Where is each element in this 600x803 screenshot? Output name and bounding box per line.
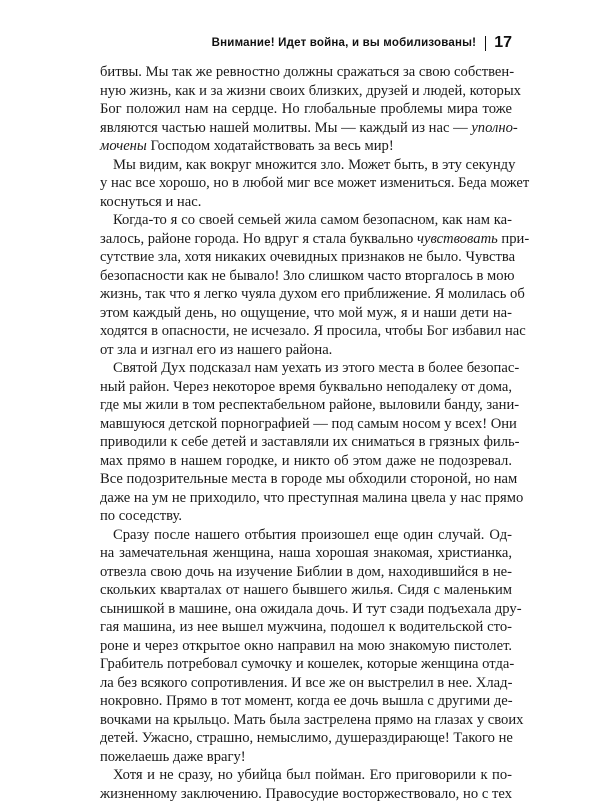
text-line: Сразу после нашего отбытия произошел еще один случай. Од-	[100, 526, 512, 545]
text-line: жизнь, так что я легко чуяла духом его приближение. Я молилась об	[100, 285, 512, 304]
text-line: у нас все хорошо, но в любой миг все может измениться. Беда может	[100, 174, 512, 193]
italic-emphasis: чувствовать	[417, 231, 498, 247]
text-line: ходятся в опасности, не исчезало. Я просила, чтобы Бог избавил нас	[100, 322, 512, 341]
text-line: безопасности как не бывало! Зло слишком часто вторгалось в мою	[100, 267, 512, 286]
text-line: Мы видим, как вокруг множится зло. Может быть, в эту секунду	[100, 156, 512, 175]
text-line: коснуться и нас.	[100, 193, 512, 212]
text-line: Бог положил нам на сердце. Но глобальные проблемы мира тоже	[100, 100, 512, 119]
text-line: ный район. Через некоторое время буквально неподалеку от дома,	[100, 378, 512, 397]
body-text	[100, 63, 512, 803]
text-line: Все подозрительные места в городе мы обходили стороной, но нам	[100, 470, 512, 489]
text-line	[100, 137, 512, 156]
text-line: Когда-то я со своей семьей жила самом безопасном, как нам ка-	[100, 211, 512, 230]
text-line: по соседству.	[100, 507, 512, 526]
text-line: на замечательная женщина, наша хорошая знакомая, христианка,	[100, 544, 512, 563]
text-fragment: Господом ходатайствовать за весь мир!	[147, 138, 394, 154]
text-line: гая машина, из нее вышел мужчина, подошел к водительской сто-	[100, 618, 512, 637]
text-line: мавшуюся детской порнографией — под самым носом у всех! Они	[100, 415, 512, 434]
text-fragment: являются частью нашей молитвы. Мы — каждый из нас —	[100, 120, 471, 136]
text-line: пожелаешь даже врагу!	[100, 748, 512, 767]
page-number: 17	[494, 34, 512, 52]
italic-emphasis: уполно-	[471, 120, 517, 136]
text-line: отвезла свою дочь на изучение Библии в дом, находившийся в не-	[100, 563, 512, 582]
text-line: скольких кварталах от нашего бывшего жилья. Сидя с маленьким	[100, 581, 512, 600]
text-line: ную жизнь, как и за жизни своих близких, друзей и людей, которых	[100, 82, 512, 101]
running-header	[100, 33, 512, 53]
text-line: битвы. Мы так же ревностно должны сражаться за свою собствен-	[100, 63, 512, 82]
running-title: Внимание! Идет война, и вы мобилизованы!	[212, 37, 477, 49]
text-line: нокровно. Прямо в тот момент, когда ее дочь вышла с другими де-	[100, 692, 512, 711]
header-divider	[485, 36, 486, 51]
text-line: сутствие зла, хотя никаких очевидных признаков не было. Чувства	[100, 248, 512, 267]
text-fragment: залось, районе города. Но вдруг я стала буквально	[100, 231, 417, 247]
text-line: приводили к себе детей и заставляли их сниматься в грязных филь-	[100, 433, 512, 452]
text-line: Грабитель потребовал сумочку и кошелек, которые женщина отда-	[100, 655, 512, 674]
text-fragment: при-	[498, 231, 529, 247]
text-line: Святой Дух подсказал нам уехать из этого места в более безопас-	[100, 359, 512, 378]
text-line: сынишкой в машине, она ожидала дочь. И тут сзади подъехала дру-	[100, 600, 512, 619]
text-line: жизненному заключению. Правосудие восторжествовало, но с тех	[100, 785, 512, 803]
text-line: где мы жили в том респектабельном районе, выловили банду, зани-	[100, 396, 512, 415]
text-line	[100, 230, 512, 249]
text-line: вочками на крыльцо. Мать была застрелена прямо на глазах у своих	[100, 711, 512, 730]
text-line: мах прямо в нашем городке, и никто об этом даже не подозревал.	[100, 452, 512, 471]
text-line: роне и через открытое окно направил на мою знакомую пистолет.	[100, 637, 512, 656]
text-line: даже на ум не приходило, что преступная малина цвела у нас прямо	[100, 489, 512, 508]
text-line: детей. Ужасно, страшно, немыслимо, душераздирающе! Такого не	[100, 729, 512, 748]
text-line: Хотя и не сразу, но убийца был пойман. Его приговорили к по-	[100, 766, 512, 785]
italic-emphasis: мочены	[100, 138, 147, 154]
text-line: от зла и изгнал его из нашего района.	[100, 341, 512, 360]
text-line	[100, 119, 512, 138]
text-line: этом каждый день, но ощущение, что мой муж, я и наши дети на-	[100, 304, 512, 323]
text-line: ла без всякого сопротивления. И все же он выстрелил в нее. Хлад-	[100, 674, 512, 693]
